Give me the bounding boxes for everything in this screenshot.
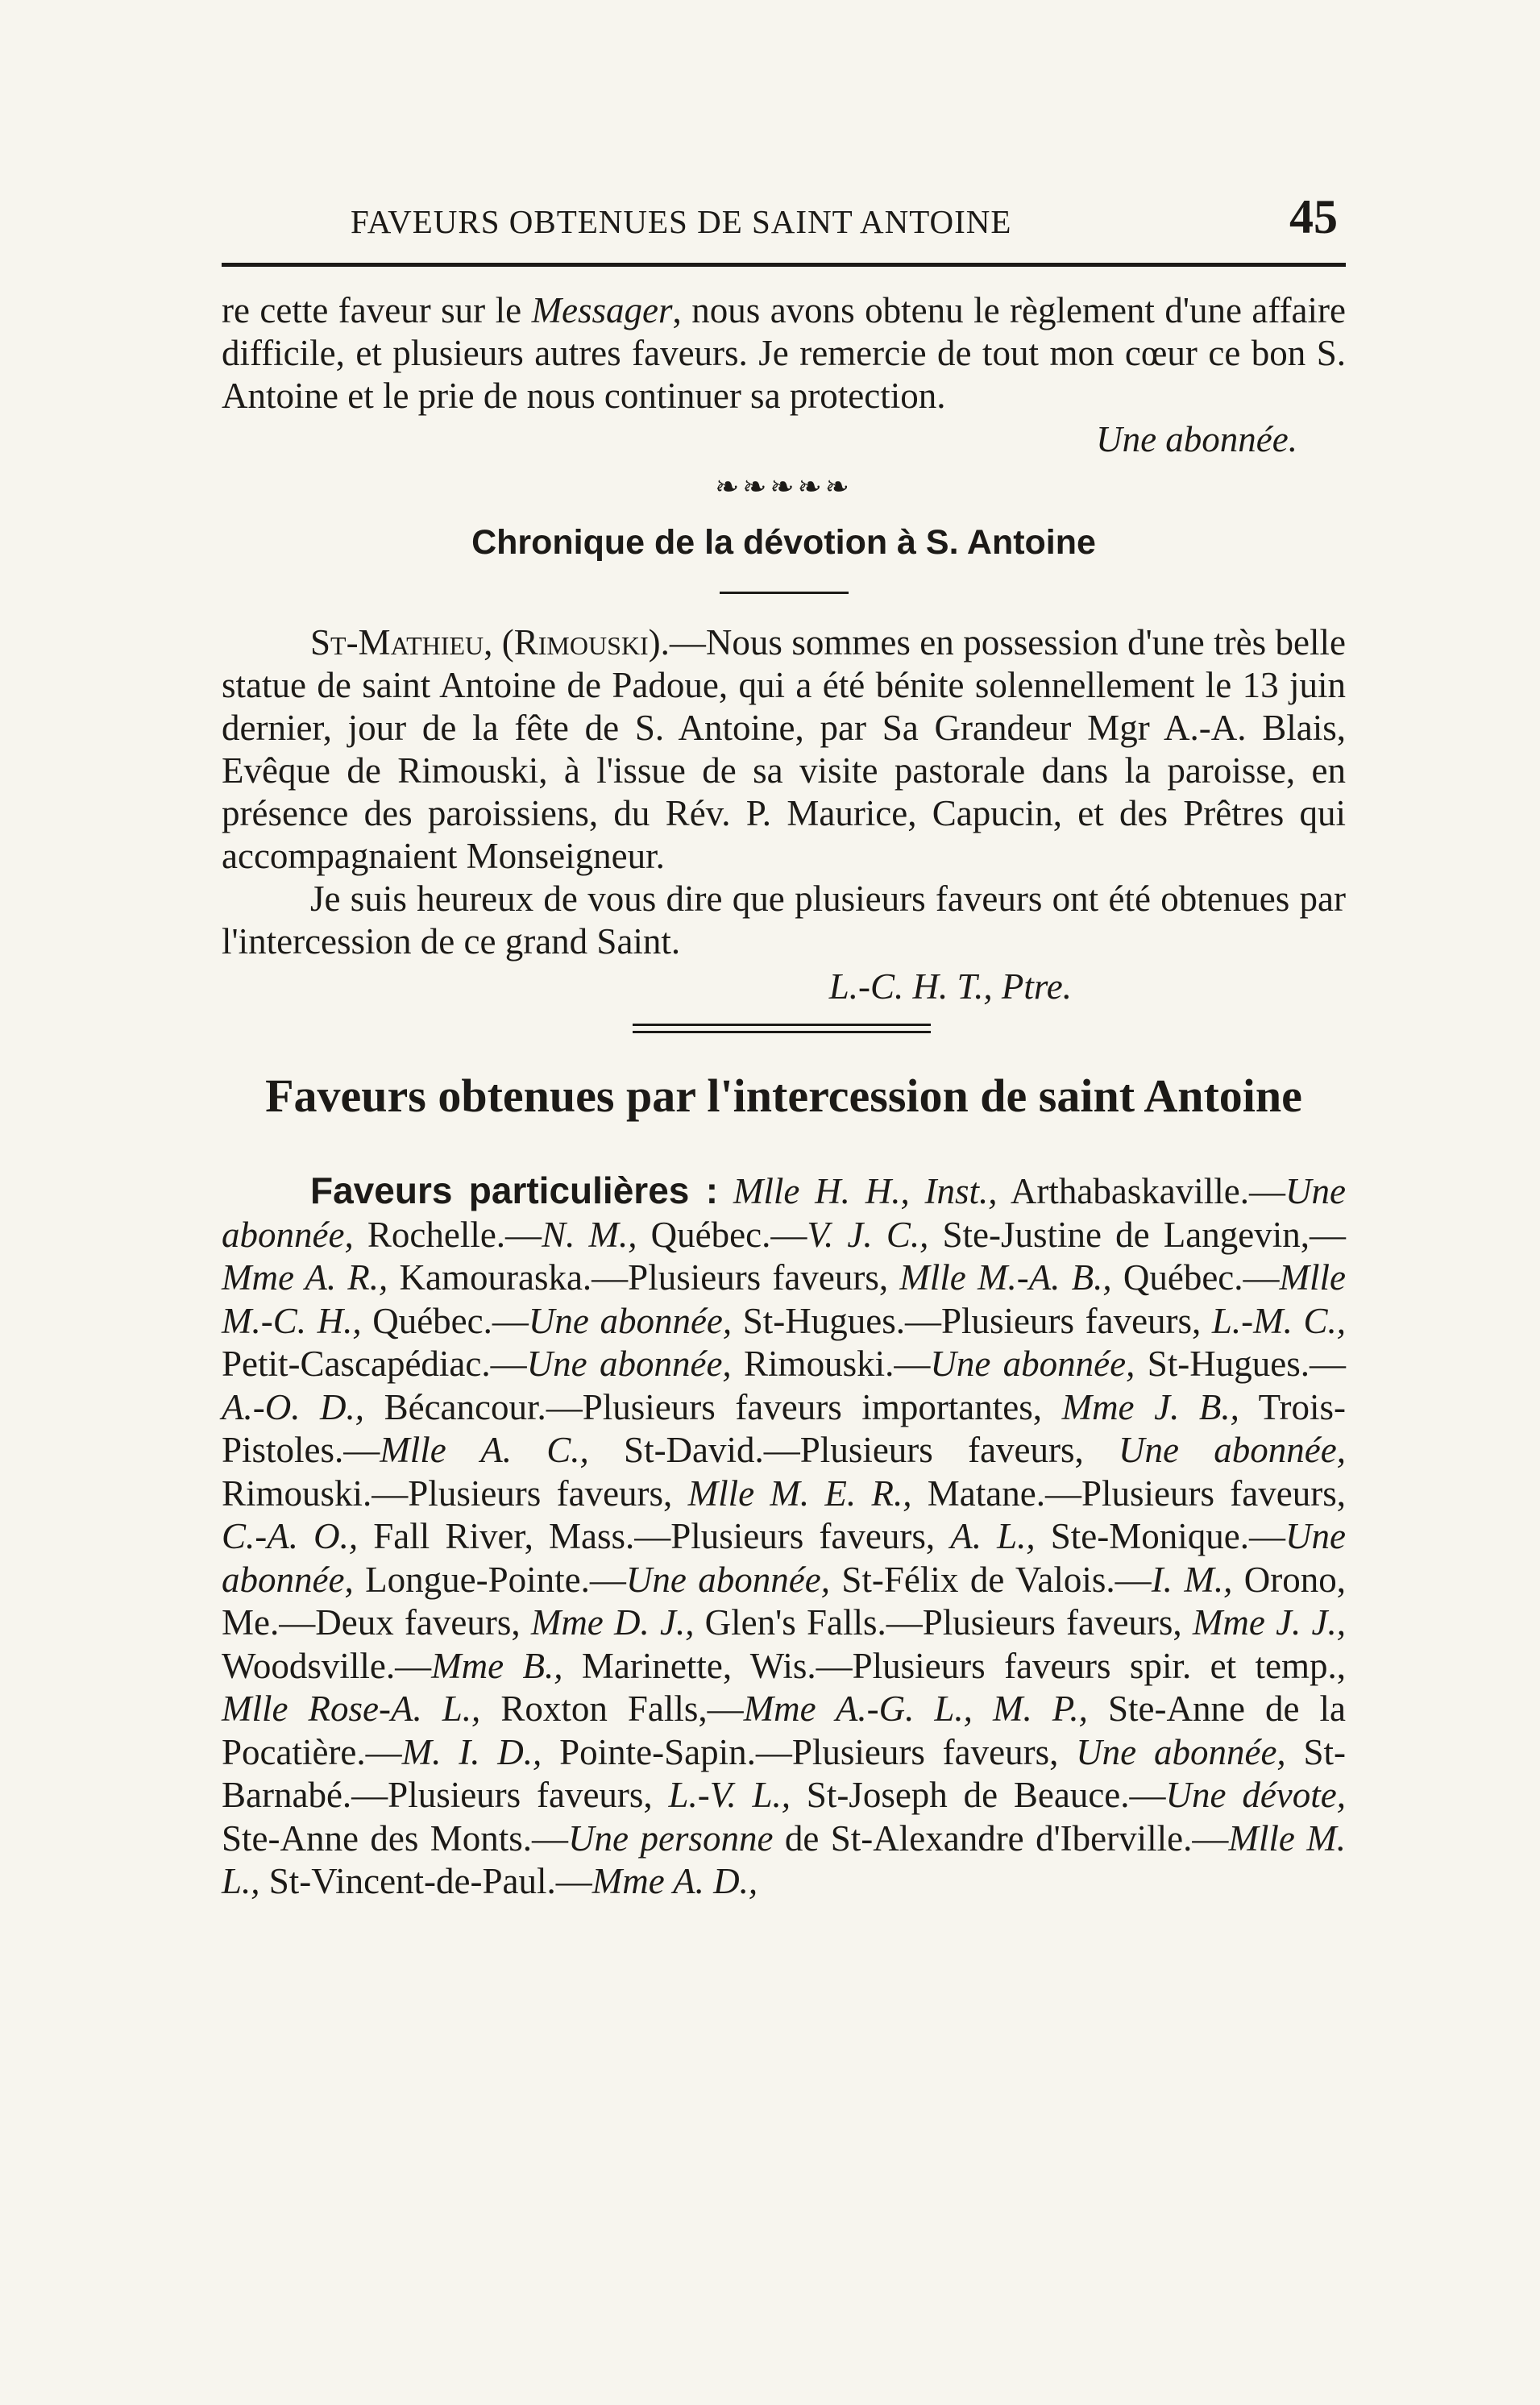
donor-name: Mme D. J., (530, 1602, 695, 1643)
entry-text: Orono, Me.—Deux faveurs, (222, 1559, 1347, 1643)
intro-signature: Une abonnée. (1096, 419, 1297, 459)
entry-text (718, 1171, 733, 1211)
donor-name: Une abonnée, (1119, 1430, 1346, 1470)
donor-name: Mme A.-G. L., M. P., (743, 1688, 1088, 1729)
header-rule (222, 263, 1346, 267)
page (222, 189, 1346, 1904)
donor-name: Mlle H. H., Inst., (733, 1171, 998, 1211)
entry-text: Arthabaskaville.— (997, 1171, 1286, 1211)
chronique-paragraph-2: Je suis heureux de vous dire que plusieurs faveurs ont été obtenues par l'intercession de ce grand Saint. (222, 879, 1346, 962)
donor-name: Mme J. B., (1061, 1386, 1239, 1427)
entry-text: St-Joseph de Beauce.— (791, 1775, 1166, 1815)
entry-text: Woodsville.— (222, 1645, 432, 1686)
entry-text: Roxton Falls,— (480, 1688, 744, 1729)
donor-name: Une abonnée, (526, 1344, 732, 1384)
entry-text: Ste-Anne des Monts.— (222, 1817, 569, 1859)
donor-name: Une dévote, (1165, 1775, 1346, 1815)
entry-text: Rochelle.— (353, 1214, 542, 1255)
donor-name: Mlle M. L., (222, 1817, 1346, 1901)
donor-name: I. M., (1151, 1559, 1233, 1600)
entry-text: St-David.—Plusieurs faveurs, (588, 1430, 1119, 1470)
donor-name: Mme J. J., (1192, 1602, 1346, 1643)
faveurs-lead: Faveurs particulières : (310, 1169, 719, 1211)
entry-text: Québec.— (1111, 1257, 1280, 1298)
entry-text: Fall River, Mass.—Plusieurs faveurs, (358, 1516, 951, 1556)
chronique-title: Chronique de la dévotion à S. Antoine (471, 523, 1096, 562)
faveurs-list (222, 1169, 1346, 1904)
donor-name: N. M., (542, 1214, 637, 1255)
ornament-divider: ❧❧❧❧❧ (715, 471, 853, 503)
entry-text: Québec.— (361, 1300, 529, 1341)
double-rule (633, 1024, 931, 1033)
donor-name: Une personne (568, 1817, 774, 1859)
faveurs-heading: Faveurs obtenues par l'intercession de saint Antoine (265, 1070, 1302, 1122)
donor-name: Une abonnée, (528, 1300, 733, 1341)
running-title: FAVEURS OBTENUES DE SAINT ANTOINE (351, 203, 1012, 240)
entry-text: Ste-Justine de Langevin,— (928, 1214, 1346, 1255)
donor-name: Mlle M.-C. H., (222, 1257, 1346, 1341)
donor-name: Mme B., (431, 1645, 563, 1686)
donor-name: V. J. C., (807, 1214, 929, 1255)
entry-text: St-Félix de Valois.— (829, 1559, 1152, 1600)
entry-text: de St-Alexandre d'Iberville.— (773, 1817, 1229, 1859)
chronique-paragraph-1: St-Mathieu, (Rimouski).—Nous sommes en possession d'une très belle statue de saint Antoine de Padoue, qui a été bénite solennellement le 13 juin dernier, jour de la fête de S. Antoine, par Sa Grandeur Mgr A.-A. Blais, Evêque de Rimouski, à l'issue de sa visite pastorale dans la paroisse, en présence des paroissiens, du Rév. P. Maurice, Capucin, et des Prêtres qui accompagnaient Monseigneur. (222, 622, 1347, 876)
donor-name: L.-M. C., (1211, 1300, 1347, 1341)
entry-text: Bécancour.—Plusieurs faveurs importantes, (364, 1386, 1062, 1427)
entry-text: Longue-Pointe.— (353, 1559, 626, 1600)
entry-text: Pointe-Sapin.—Plusieurs faveurs, (542, 1731, 1077, 1772)
entry-text: Rimouski.—Plusieurs faveurs, (222, 1472, 688, 1514)
donor-name: Une abonnée, (222, 1171, 1346, 1255)
entry-text: Québec.— (637, 1214, 807, 1255)
entry-text: Kamouraska.—Plusieurs faveurs, (388, 1257, 900, 1298)
entry-text: St-Hugues.— (1135, 1344, 1346, 1384)
donor-name: C.-A. O., (222, 1516, 359, 1556)
intro-paragraph: re cette faveur sur le Messager, nous avons obtenu le règlement d'une affaire difficile, et plusieurs autres faveurs. Je remercie de tout mon cœur ce bon S. Antoine et le prie de nous continuer sa protection. (222, 290, 1346, 416)
donor-name: Une abonnée, (1076, 1731, 1286, 1772)
entry-text: Ste-Anne de la Pocatière.— (222, 1688, 1346, 1772)
entry-text: Ste-Monique.— (1035, 1516, 1286, 1556)
entry-text: Rimouski.— (731, 1344, 931, 1384)
short-rule (720, 592, 849, 594)
chronique-signature: L.-C. H. T., Ptre. (828, 966, 1072, 1007)
donor-name: M. I. D., (401, 1731, 542, 1772)
entry-text: Petit-Cascapédiac.— (222, 1344, 527, 1384)
donor-name: Mlle A. C., (380, 1430, 589, 1470)
donor-name: Une abonnée, (930, 1344, 1135, 1384)
donor-name: Une abonnée, (625, 1559, 830, 1600)
donor-name: Une abonnée, (222, 1516, 1346, 1600)
entry-text: Trois-Pistoles.— (222, 1386, 1347, 1470)
donor-name: A.-O. D., (222, 1386, 365, 1427)
entry-text: St-Vincent-de-Paul.— (259, 1861, 592, 1901)
running-header (222, 189, 1346, 263)
entry-text: Marinette, Wis.—Plusieurs faveurs spir. et temp., (562, 1645, 1346, 1686)
donor-name: Mlle M.-A. B., (899, 1257, 1112, 1298)
donor-name: A. L., (950, 1516, 1036, 1556)
place-name: St-Mathieu, (Rimouski). (310, 622, 670, 663)
donor-name: Mme A. R., (222, 1257, 388, 1298)
entry-text: Glen's Falls.—Plusieurs faveurs, (694, 1602, 1193, 1643)
donor-name: Mlle Rose-A. L., (222, 1688, 481, 1729)
page-number: 45 (1289, 190, 1338, 243)
donor-name: Mme A. D., (592, 1861, 758, 1901)
donor-name: L.-V. L., (668, 1775, 791, 1815)
donor-name: Mlle M. E. R., (687, 1472, 912, 1514)
entry-text: St-Hugues.—Plusieurs faveurs, (732, 1300, 1212, 1341)
entry-text: Matane.—Plusieurs faveurs, (911, 1472, 1346, 1514)
entry-text: St-Barnabé.—Plusieurs faveurs, (222, 1731, 1347, 1815)
